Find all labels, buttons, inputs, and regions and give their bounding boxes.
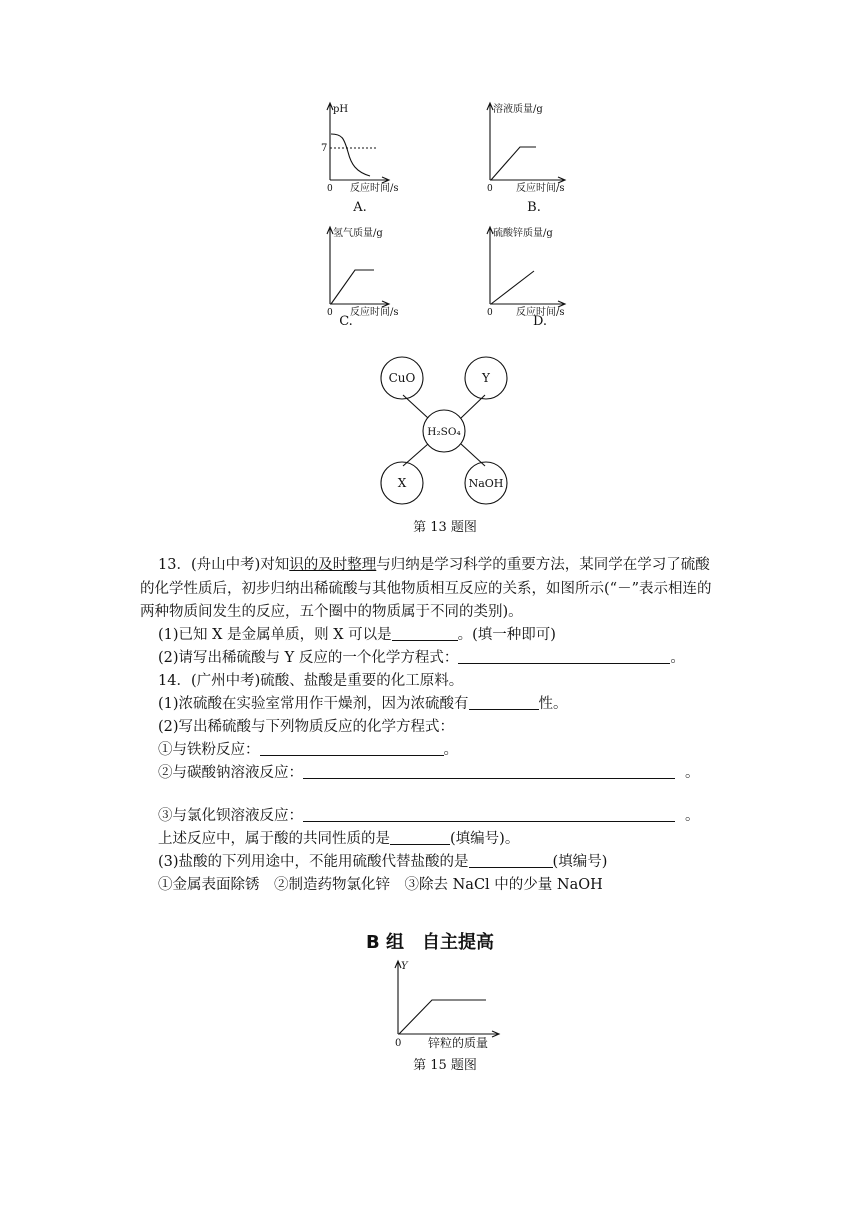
graph-d-xlabel: 反应时间/s	[516, 307, 565, 318]
graph-d-origin: 0	[487, 308, 493, 318]
graph-d-caption: D.	[532, 314, 548, 329]
graph-c-xlabel: 反应时间/s	[350, 307, 399, 318]
q14-reaction3: ③与氯化钡溶液反应： 。	[158, 808, 700, 824]
q14-intro: 14．(广州中考)硫酸、盐酸是重要的化工原料。	[158, 673, 464, 689]
q13-blank-equation[interactable]	[458, 649, 670, 664]
q14-part3: (3)盐酸的下列用途中，不能用硫酸代替盐酸的是 (填编号)	[158, 854, 608, 870]
graph-q15-caption: 第 15 题图	[413, 1058, 477, 1073]
label-naoh: NaOH	[468, 477, 504, 490]
q14-part2: (2)写出稀硫酸与下列物质反应的化学方程式：	[158, 719, 455, 735]
q14-reaction2: ②与碳酸钠溶液反应： 。	[158, 765, 700, 781]
q13-line3: 两种物质间发生的反应，五个圈中的物质属于不同的类别)。	[140, 604, 523, 620]
graph-a	[318, 100, 408, 192]
q14-blank-property[interactable]	[469, 695, 539, 710]
graph-q15-ylabel: Y	[401, 961, 408, 972]
q13-blank-x[interactable]	[392, 626, 458, 641]
graph-a-origin: 0	[327, 184, 333, 194]
label-y: Y	[482, 371, 490, 385]
graph-c-origin: 0	[327, 308, 333, 318]
q14-part1: (1)浓硫酸在实验室常用作干燥剂，因为浓硫酸有 性。	[158, 696, 568, 712]
graph-c-caption: C.	[339, 314, 353, 329]
q13-part2: (2)请写出稀硫酸与 Y 反应的一个化学方程式： 。	[158, 650, 685, 666]
graph-b-origin: 0	[487, 184, 493, 194]
q14-blank-p3[interactable]	[469, 853, 553, 868]
graph-a-caption: A.	[353, 200, 367, 215]
q14-options: ①金属表面除锈 ②制造药物氯化锌 ③除去 NaCl 中的少量 NaOH	[158, 877, 603, 893]
graph-a-ytick: 7	[321, 143, 328, 154]
graph-c	[318, 224, 408, 316]
graph-q15	[386, 958, 516, 1050]
label-cuo: CuO	[388, 371, 416, 385]
q14-blank-r1[interactable]	[260, 741, 444, 756]
q14-blank-common[interactable]	[390, 830, 450, 845]
graph-b-ylabel: 溶液质量/g	[493, 104, 543, 115]
label-x: X	[397, 476, 407, 490]
section-b-title: B 组 自主提高	[366, 932, 494, 953]
q14-blank-r2[interactable]	[303, 764, 675, 779]
graph-a-ylabel: pH	[333, 104, 349, 115]
diagram-caption: 第 13 题图	[413, 520, 477, 535]
graph-a-xlabel: 反应时间/s	[350, 183, 399, 194]
h2so4-diagram	[370, 352, 520, 510]
q13-line1: 13．(舟山中考)对知识的及时整理与归纳是学习科学的重要方法，某同学在学习了硫酸	[158, 557, 710, 573]
graph-q15-xlabel: 锌粒的质量	[428, 1036, 489, 1050]
q14-blank-r3[interactable]	[303, 807, 675, 822]
q13-part1: (1)已知 X 是金属单质，则 X 可以是 。(填一种即可)	[158, 627, 556, 643]
graph-d	[478, 224, 578, 316]
graph-c-ylabel: 氢气质量/g	[333, 228, 383, 239]
graph-b-caption: B.	[527, 200, 541, 215]
q14-common: 上述反应中，属于酸的共同性质的是 (填编号)。	[158, 831, 520, 847]
q13-line2: 的化学性质后，初步归纳出稀硫酸与其他物质相互反应的关系，如图所示(“－”表示相连的	[140, 581, 712, 597]
graph-d-ylabel: 硫酸锌质量/g	[493, 228, 553, 239]
graph-b-xlabel: 反应时间/s	[516, 183, 565, 194]
graph-q15-origin: 0	[395, 1038, 402, 1049]
label-h2so4: H₂SO₄	[427, 426, 461, 438]
graph-b	[478, 100, 578, 192]
q14-reaction1: ①与铁粉反应： 。	[158, 742, 458, 758]
